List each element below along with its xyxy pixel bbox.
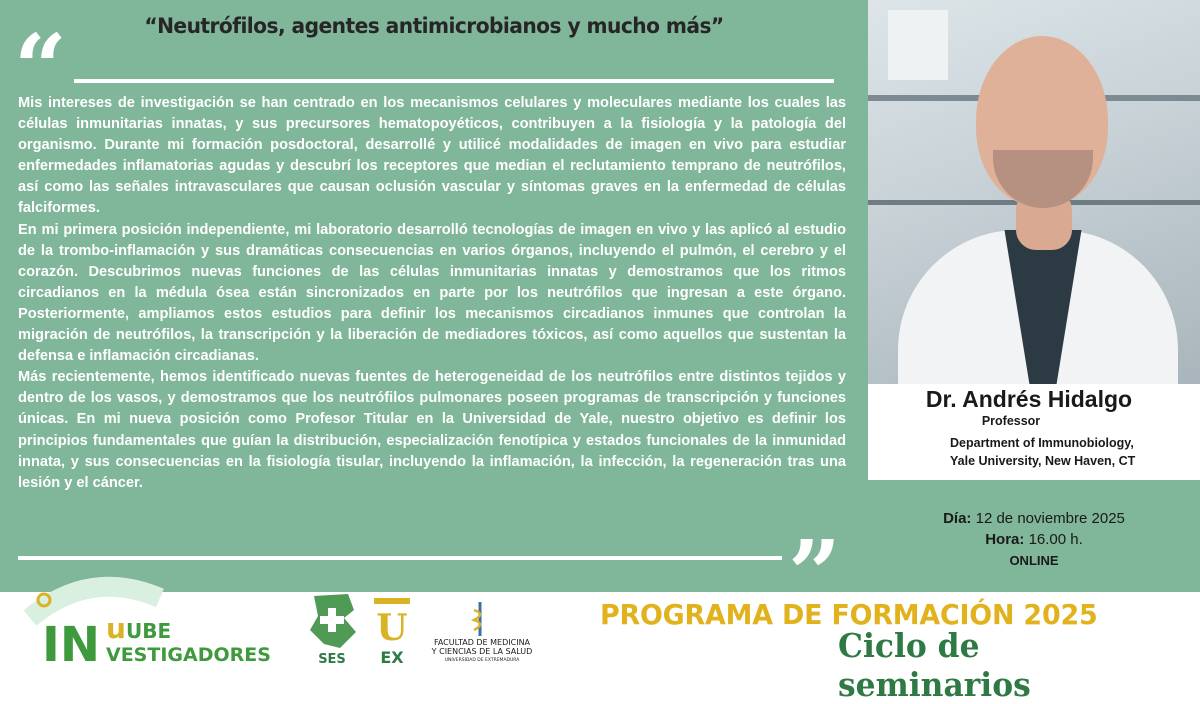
open-quote-icon: “	[14, 14, 67, 122]
event-details	[868, 508, 1200, 571]
event-date	[868, 508, 1200, 529]
program-subtitle: Ciclo de seminarios	[838, 626, 1031, 704]
uex-u-letter: U	[376, 607, 408, 649]
bio-paragraph: En mi primera posición independiente, mi laboratorio desarrolló tecnologías de imagen en vivo y las aplicó al estudio de la trombo-inflamación y sus dramáticas consecuencias en varios órganos, incluyendo el pulmón, el cerebro y el corazón. Descubrimos nuevas funciones de las células inmunitarias innatas y demostramos que los ritmos circadianos en la médula ósea están sincronizados en parte por los neutrófilos que ingresan a este órgano. Posteriormente, ampliamos estos estudios para definir los mecanismos circadianos inmunes que controlan la migración de neutrófilos, la transcripción y la liberación de mediadores tóxicos, así como aquellos que sustentan la defensa e inflamación circadianas.	[18, 221, 846, 365]
uex-logo	[370, 594, 414, 666]
time-label: Hora:	[985, 531, 1025, 548]
event-time	[868, 529, 1200, 550]
program-title: PROGRAMA DE FORMACIÓN 2025	[600, 598, 1098, 631]
bio-paragraph: Mis intereses de investigación se han centrado en los mecanismos celulares y moleculares mediante los cuales las células inmunitarias innatas, y sus precursores hematopoyéticos, contribuyen a la fisiología y la patología del organismo. Durante mi formación posdoctoral, desarrollé y utilicé modalidades de imagen en vivo para estudiar enfermedades inflamatorias agudas y descubrí los receptores que median el reclutamiento temprano de neutrófilos, así como las señales intravasculares que causan oclusión vascular y síntomas graves en la enfermedad de células falciformes.	[18, 95, 846, 217]
bio-paragraph: Más recientemente, hemos identificado nuevas fuentes de heterogeneidad de los neutrófilos entre distintos tejidos y dentro de los vasos, y demostramos que los neutrófilos pulmonares poseen programas de transcripción y funciones únicas. En mi nueva posición como Profesor Titular en la Universidad de Yale, nuestro objetivo es definir los principios fundamentales que guían la distribución, especialización fenotípica y estados funcionales de la inmunidad innata, y sus consecuencias en la fisiología tisular, incluyendo la inflamación, la infección, la regeneración tras una lesión y el cáncer.	[18, 369, 846, 491]
divider-bottom	[18, 556, 782, 560]
inube-small-letters: UBE	[126, 619, 172, 643]
close-quote-icon: ”	[788, 520, 841, 628]
ses-logo	[304, 592, 360, 666]
inube-word: VESTIGADORES	[106, 644, 271, 666]
time-value: 16.00 h.	[1028, 531, 1083, 548]
date-value: 12 de noviembre 2025	[975, 510, 1125, 527]
speaker-institution: Yale University, New Haven, CT	[950, 454, 1136, 468]
speaker-bio	[18, 93, 846, 494]
speaker-affiliation	[950, 434, 1135, 470]
inube-u-letter: u	[106, 612, 126, 645]
uex-text: EX	[380, 648, 404, 667]
seminar-title: “Neutrófilos, agentes antimicrobianos y mucho más”	[144, 14, 724, 39]
faculty-line-1: FACULTAD DE MEDICINA	[433, 638, 531, 647]
speaker-role: Professor	[981, 414, 1041, 428]
date-label: Día:	[943, 510, 972, 527]
faculty-line-2: Y CIENCIAS DE LA SALUD	[431, 647, 533, 656]
speaker-photo	[868, 0, 1200, 384]
speaker-department: Department of Immunobiology,	[950, 436, 1134, 450]
inube-logo	[30, 578, 290, 673]
faculty-line-3: UNIVERSIDAD DE EXTREMADURA	[444, 658, 520, 663]
ses-text: SES	[318, 652, 346, 667]
column-capital-icon	[374, 598, 410, 604]
speaker-name: Dr. Andrés Hidalgo	[925, 386, 1133, 412]
divider-top	[74, 79, 834, 83]
inube-big-letters: IN	[42, 617, 101, 673]
faculty-logo	[426, 598, 538, 662]
event-mode: ONLINE	[1009, 553, 1059, 568]
